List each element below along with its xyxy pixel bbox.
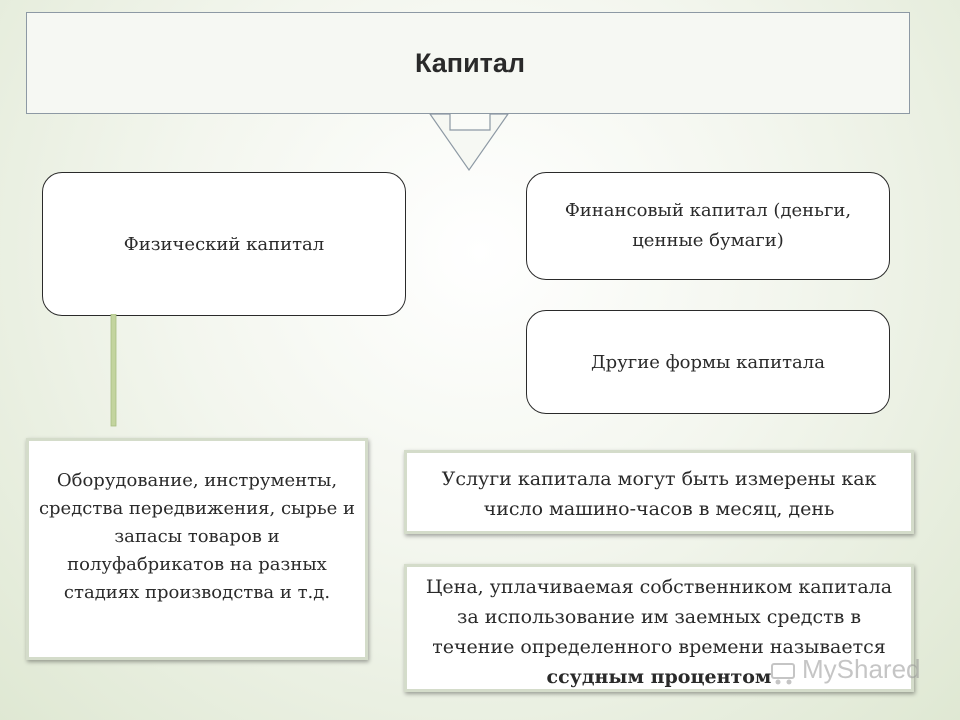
services-box: [404, 450, 914, 534]
services-text: Услуги капитала могут быть измерены как число машино-часов в месяц, день: [441, 468, 877, 520]
equipment-text: Оборудование, инструменты, средства передвижения, сырье и запасы товаров и полуфабрикатов на разных стадиях производства и т.д.: [38, 470, 356, 603]
price-text: Цена, уплачиваемая собственником капитала за использование им заемных средств в течение определенного времени называется: [425, 576, 893, 658]
diagram-title: Капитал: [414, 48, 526, 78]
watermark-logo-icon: [770, 658, 800, 686]
financial-capital-box: [526, 172, 890, 280]
equipment-box: [26, 438, 368, 660]
price-emphasis: ссудным процентом: [546, 666, 772, 688]
physical-capital-label: Физический капитал: [123, 233, 325, 255]
physical-capital-box: [42, 172, 406, 316]
other-capital-box: [526, 310, 890, 414]
down-arrow-icon: [420, 112, 520, 174]
other-capital-label: Другие формы капитала: [591, 351, 825, 373]
connector-arrow-icon: [110, 314, 118, 434]
financial-capital-label: Финансовый капитал (деньги, ценные бумаги): [564, 200, 852, 251]
watermark-text: MyShared: [802, 654, 921, 684]
